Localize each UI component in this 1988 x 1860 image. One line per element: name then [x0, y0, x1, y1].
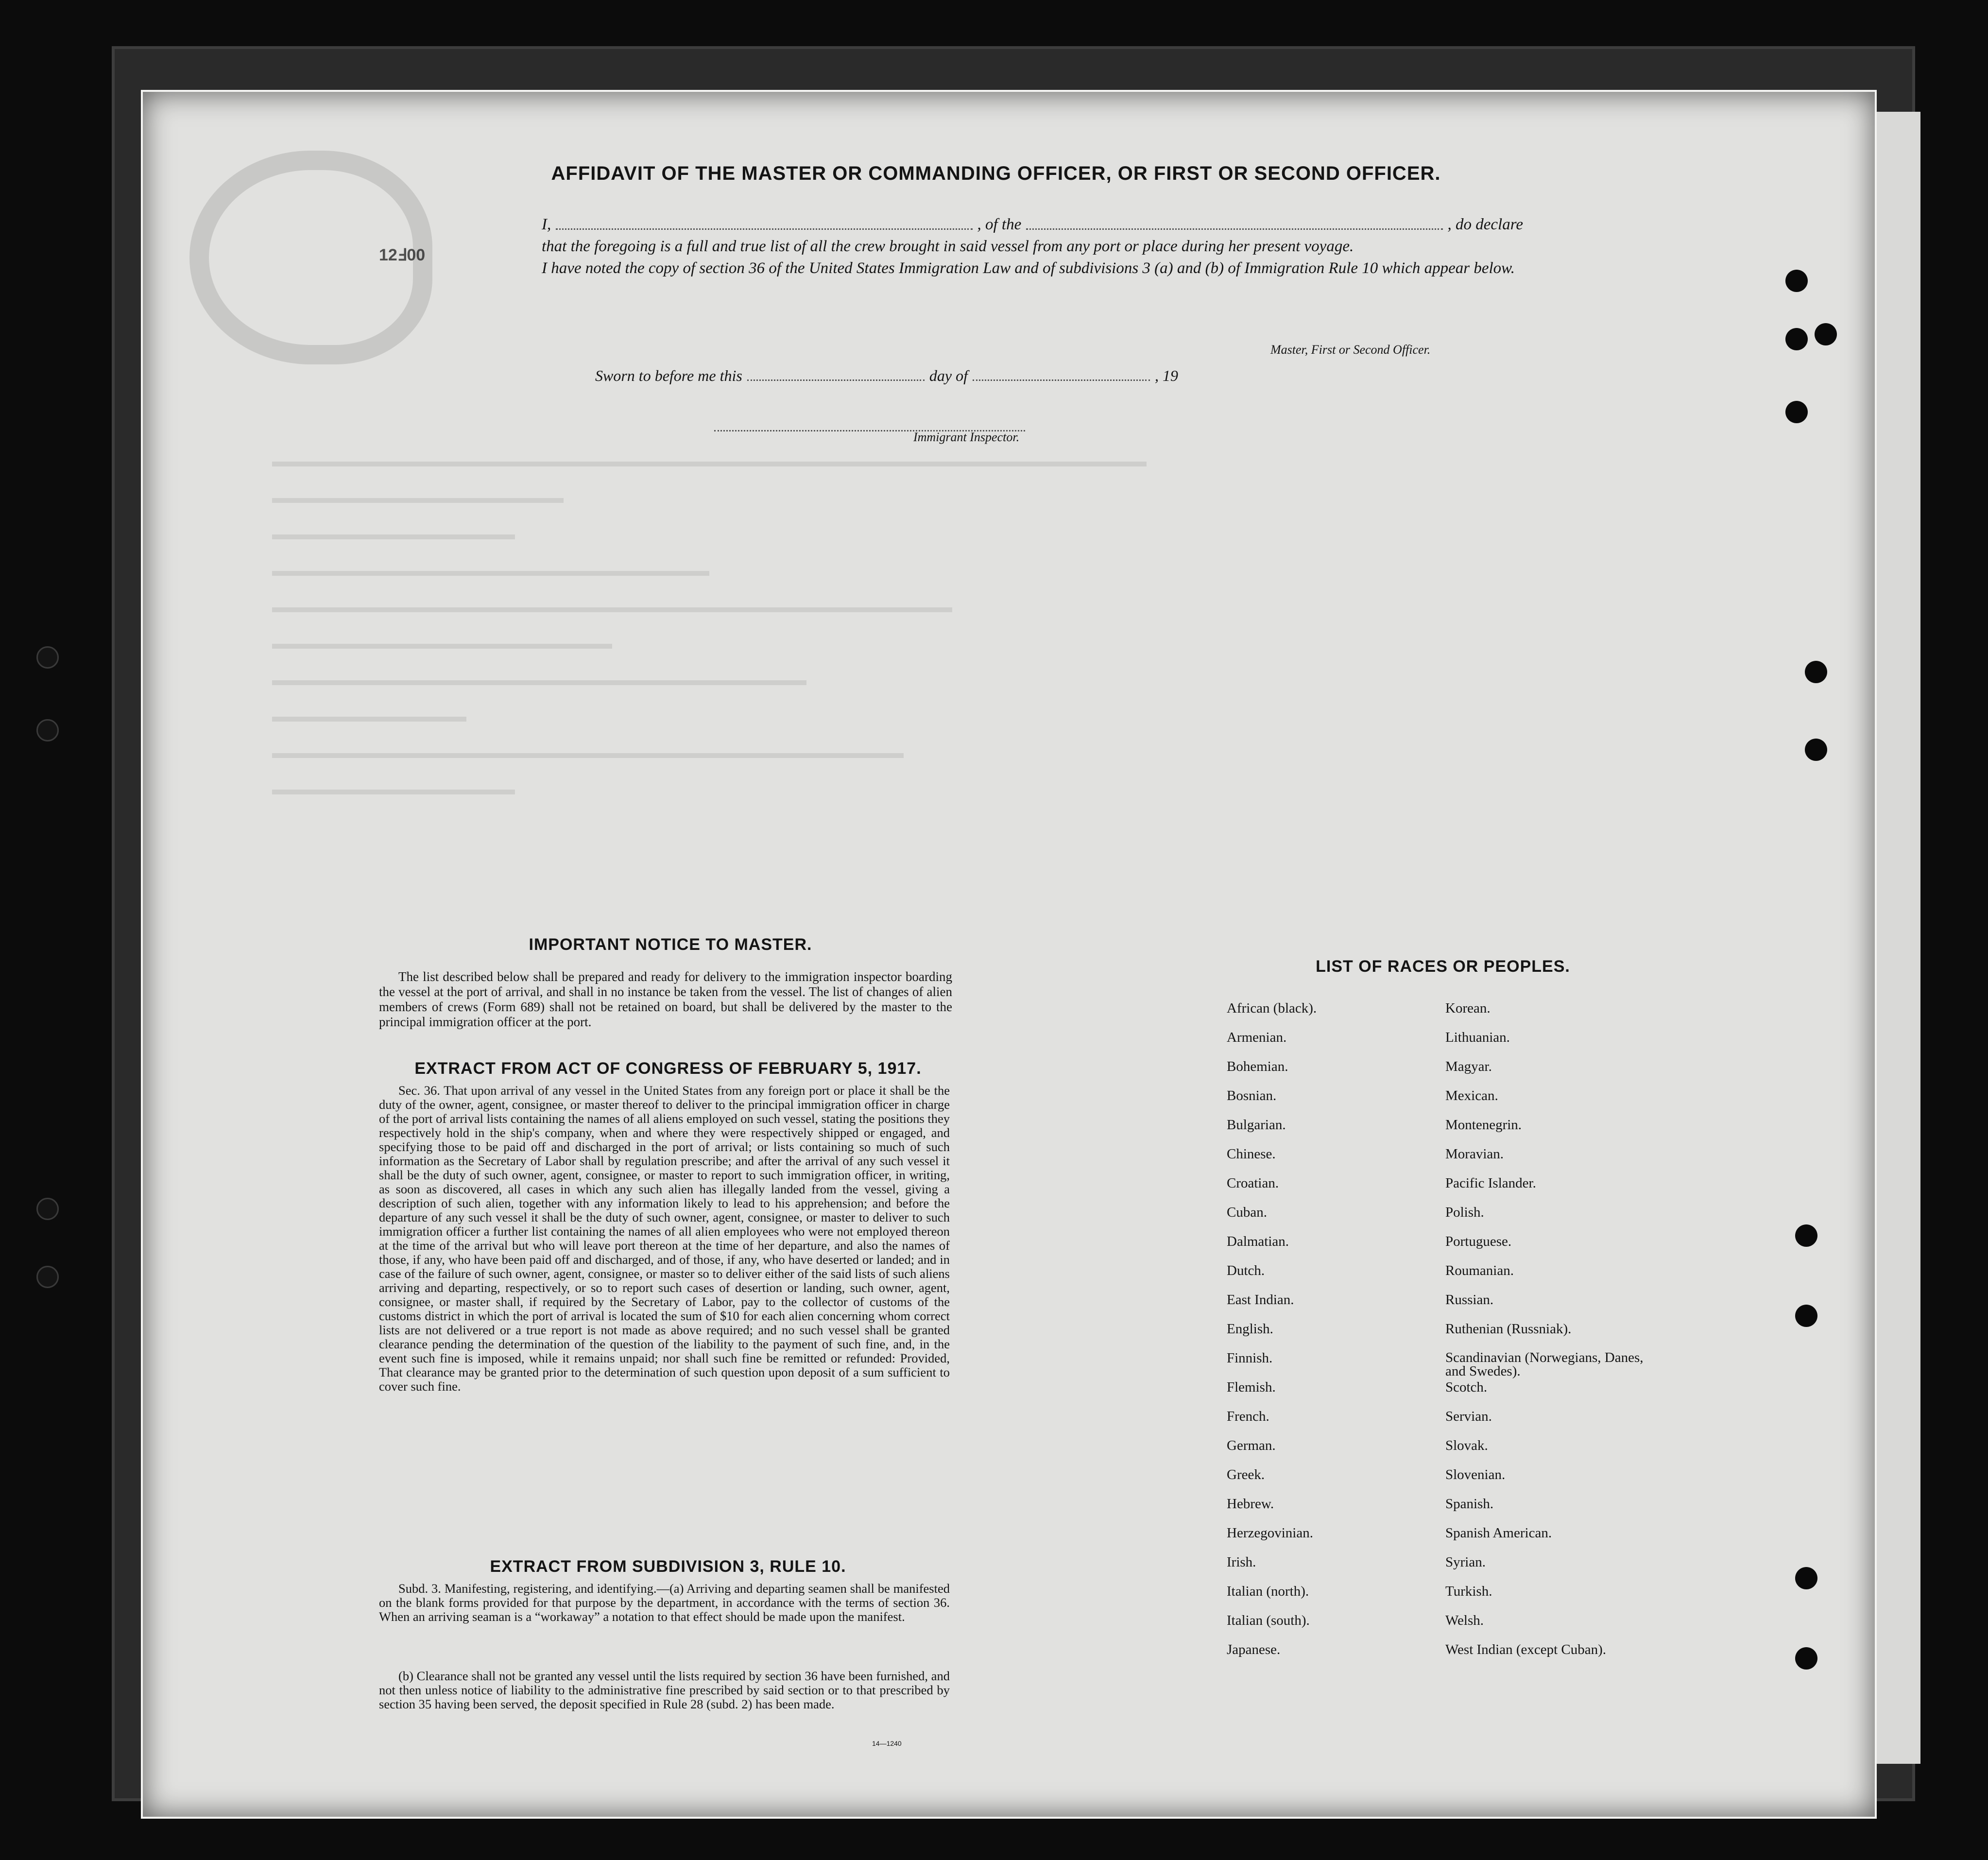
- race-item: West Indian (except Cuban).: [1445, 1642, 1607, 1657]
- section-36-text: Sec. 36. That upon arrival of any vessel in the United States from any foreign port or place it shall be the duty of the owner, agent, consignee, or master thereof to deliver to the principal immigration officer in charge of the port of arrival lists containing the names of all aliens employed on such vessel, stating the positions they respectively hold in the ship's company, when and where they were respectively shipped or engaged, and specifying those to be paid off and discharged in the port of arrival; or lists containing so much of such information as the Secretary of Labor shall by regulation prescribe; and after the arrival of any such vessel it shall be the duty of such owner, agent, consignee, or master to report to such immigration officer, in writing, as soon as discovered, all cases in which any such alien has illegally landed from the vessel, giving a description of such alien, together with any information likely to lead to his apprehension; and before the departure of any such vessel it shall be the duty of such owner, agent, consignee, or master to deliver to such immigration officer a further list containing the names of all alien employees who were not employed thereon at the time of the arrival but who will leave port thereon at the time of her departure, and also the names of those, if any, who have been paid off and discharged, and of those, if any, who have deserted or landed; and in case of the failure of such owner, agent, consignee, or master so to deliver either of the said lists of such aliens arriving and departing, respectively, or so to report such cases of desertion or landing, such owner, agent, consignee, or master shall, if required by the Secretary of Labor, pay to the collector of customs of the customs district in which the port of arrival is located the sum of $10 for each alien concerning whom correct lists are not delivered or a true report is not made as above required; and no such vessel shall be granted clearance pending the determination of the question of the liability to the payment of such fine, and, in the event such fine is imposed, while it remains unpaid; nor shall such fine be remitted or refunded: Provided, That clearance may be granted prior to the determination of such question upon deposit of a sum sufficient to cover such fine.: [379, 1083, 950, 1394]
- clearance-text: (b) Clearance shall not be granted any vessel until the lists required by section 36 have been furnished, and not then unless notice of liability to the administrative fine prescribed by said section or to that prescribed by section 35 having been served, the deposit specified in Rule 28 (subd. 2) has been made.: [379, 1669, 950, 1711]
- race-item: French.: [1227, 1409, 1269, 1424]
- declaration-line-3: I have noted the copy of section 36 of the United States Immigration Law and of subdivisions 3 (a) and (b) of Immigration Rule 10 which appear below.: [542, 259, 1515, 277]
- race-item: Welsh.: [1445, 1613, 1484, 1628]
- race-item: Scotch.: [1445, 1379, 1488, 1395]
- punch-hole: [1795, 1647, 1817, 1670]
- extract-rule-title: EXTRACT FROM SUBDIVISION 3, RULE 10.: [490, 1557, 846, 1576]
- punch-hole: [1785, 270, 1808, 292]
- race-item: Scandinavian (Norwegians, Danes, and Swedes).: [1445, 1350, 1644, 1379]
- race-item: Italian (north).: [1227, 1584, 1309, 1599]
- race-item: Polish.: [1445, 1205, 1484, 1220]
- race-item: Flemish.: [1227, 1379, 1276, 1395]
- race-item: English.: [1227, 1321, 1273, 1337]
- year-prefix: , 19: [1155, 367, 1179, 384]
- punch-hole: [1815, 323, 1837, 345]
- declaration-block: [542, 214, 1523, 279]
- declaration-of-the: , of the: [977, 216, 1022, 233]
- race-item: Chinese.: [1227, 1146, 1276, 1162]
- vessel-name-field[interactable]: [1026, 214, 1442, 230]
- form-number: 14—1240: [872, 1739, 902, 1747]
- punch-hole: [1805, 661, 1827, 683]
- race-item: African (black).: [1227, 1000, 1317, 1016]
- sworn-day-field[interactable]: [747, 379, 925, 381]
- affidavit-title: AFFIDAVIT OF THE MASTER OR COMMANDING OFFICER, OR FIRST OR SECOND OFFICER.: [551, 163, 1441, 184]
- race-item: Italian (south).: [1227, 1613, 1310, 1628]
- punch-hole: [1795, 1567, 1817, 1589]
- race-item: Slovak.: [1445, 1438, 1488, 1453]
- subdivision-3-text: Subd. 3. Manifesting, registering, and identifying.—(a) Arriving and departing seamen shall be manifested on the blank forms provided for that purpose by the department, in accordance with the terms of section 36. When an arriving seaman is a “workaway” a notation to that effect should be made upon the manifest.: [379, 1581, 950, 1624]
- day-of-text: day of: [929, 367, 968, 384]
- punch-hole: [1795, 1224, 1817, 1247]
- race-item: Syrian.: [1445, 1554, 1486, 1570]
- race-item: Pacific Islander.: [1445, 1175, 1536, 1191]
- bleed-through-rows: [272, 462, 1875, 996]
- race-item: Turkish.: [1445, 1584, 1492, 1599]
- notice-title: IMPORTANT NOTICE TO MASTER.: [529, 935, 812, 954]
- race-item: Servian.: [1445, 1409, 1492, 1424]
- race-item: Korean.: [1445, 1000, 1491, 1016]
- race-item: Bulgarian.: [1227, 1117, 1286, 1133]
- race-item: Montenegrin.: [1445, 1117, 1522, 1133]
- notice-body: The list described below shall be prepared and ready for delivery to the immigration inspector boarding the vessel at the port of arrival, and shall in no instance be taken from the vessel. The list of changes of alien members of crews (Form 689) shall not be retained on board, but shall be delivered by the master to the principal immigration officer at the port.: [379, 969, 952, 1029]
- race-item: Bohemian.: [1227, 1059, 1288, 1074]
- race-item: Mexican.: [1445, 1088, 1498, 1103]
- sworn-line: [595, 367, 1178, 385]
- declaration-line-1: [542, 214, 1523, 236]
- race-item: Hebrew.: [1227, 1496, 1274, 1512]
- punch-hole: [1785, 328, 1808, 350]
- race-item: Irish.: [1227, 1554, 1256, 1570]
- binder-hole: [36, 1266, 59, 1288]
- race-item: Russian.: [1445, 1292, 1494, 1308]
- punch-hole: [1795, 1305, 1817, 1327]
- declaration-i: I,: [542, 216, 551, 233]
- sworn-text: Sworn to before me this: [595, 367, 742, 384]
- race-item: East Indian.: [1227, 1292, 1294, 1308]
- race-item: Cuban.: [1227, 1205, 1267, 1220]
- sworn-month-field[interactable]: [973, 379, 1150, 381]
- race-item: Spanish American.: [1445, 1525, 1552, 1541]
- race-item: German.: [1227, 1438, 1276, 1453]
- race-item: Croatian.: [1227, 1175, 1279, 1191]
- race-item: Magyar.: [1445, 1059, 1492, 1074]
- race-item: Moravian.: [1445, 1146, 1504, 1162]
- declaration-declare: , do declare: [1447, 216, 1523, 233]
- race-item: Japanese.: [1227, 1642, 1281, 1657]
- races-column-2: [1445, 1001, 1649, 1671]
- race-item: Roumanian.: [1445, 1263, 1514, 1278]
- master-name-field[interactable]: [556, 214, 972, 230]
- race-item: Finnish.: [1227, 1350, 1273, 1366]
- races-title: LIST OF RACES OR PEOPLES.: [1316, 957, 1570, 976]
- binder-hole: [36, 1198, 59, 1220]
- stamp-number: 12Ⅎ00: [379, 246, 426, 264]
- extract-act-title: EXTRACT FROM ACT OF CONGRESS OF FEBRUARY 5, 1917.: [414, 1059, 922, 1078]
- race-item: Lithuanian.: [1445, 1030, 1510, 1045]
- punch-hole: [1805, 739, 1827, 761]
- race-item: Ruthenian (Russniak).: [1445, 1321, 1572, 1337]
- declaration-line-2: that the foregoing is a full and true list of all the crew brought in said vessel from any port or place during her present voyage.: [542, 238, 1354, 255]
- binder-hole: [36, 719, 59, 741]
- punch-hole: [1785, 401, 1808, 423]
- race-item: Dutch.: [1227, 1263, 1265, 1278]
- race-item: Herzegovinian.: [1227, 1525, 1313, 1541]
- race-item: Slovenian.: [1445, 1467, 1506, 1482]
- races-column-1: [1227, 1001, 1431, 1671]
- binder-hole: [36, 646, 59, 669]
- race-item: Spanish.: [1445, 1496, 1494, 1512]
- race-item: Armenian.: [1227, 1030, 1287, 1045]
- inspector-label: Immigrant Inspector.: [913, 430, 1020, 444]
- race-item: Portuguese.: [1445, 1234, 1512, 1249]
- race-item: Dalmatian.: [1227, 1234, 1289, 1249]
- race-item: Bosnian.: [1227, 1088, 1277, 1103]
- master-signature-label: Master, First or Second Officer.: [1270, 343, 1431, 357]
- race-item: Greek.: [1227, 1467, 1265, 1482]
